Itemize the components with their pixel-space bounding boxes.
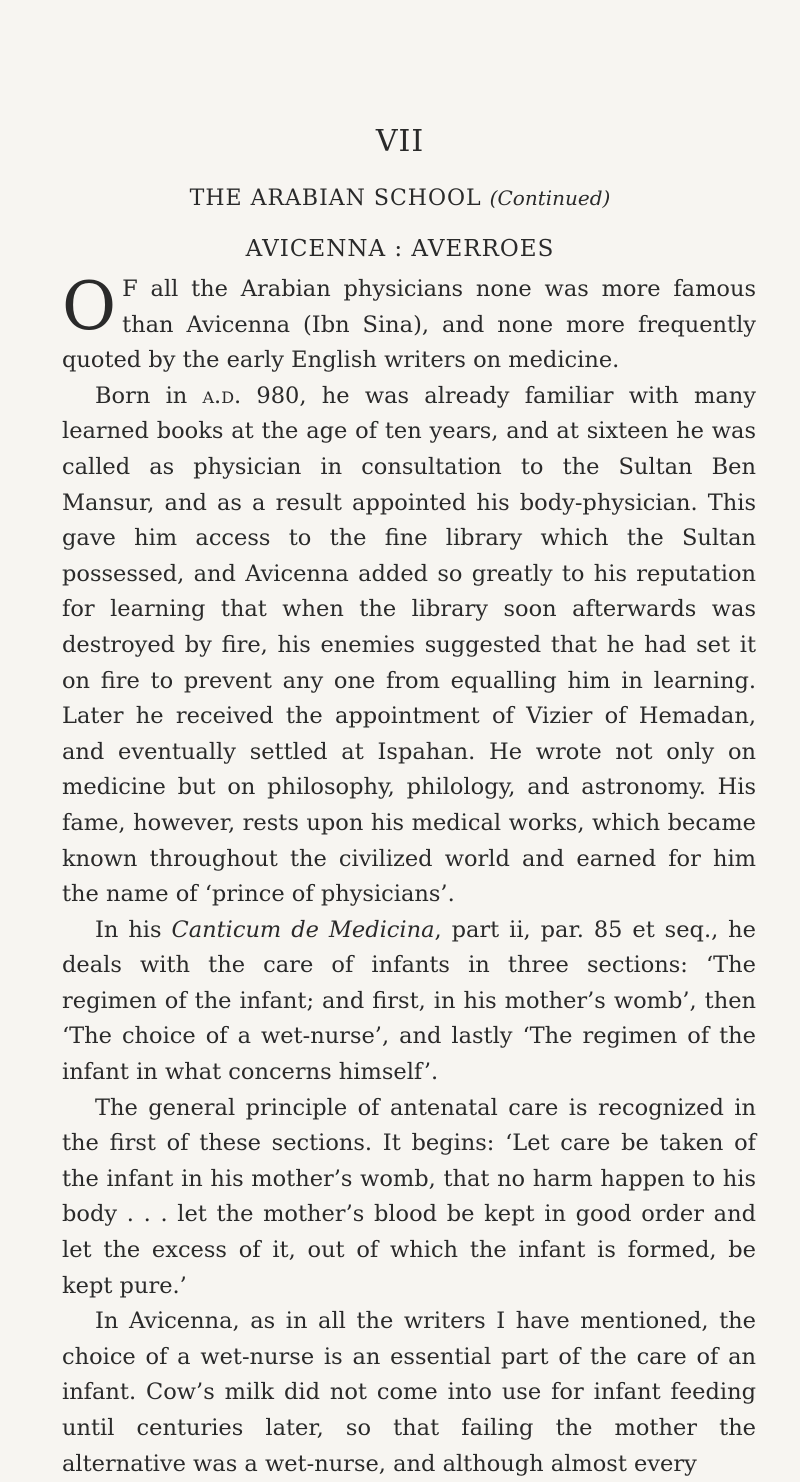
paragraph-4: The general principle of antenatal care is recognized in the first of these sections. It begins: ‘Let care be taken of the infant in his mother’s womb, that no harm happen to his body . . . let the mother’s blood be kept in good order and let the excess of it, out of which the infant is formed, be kept pure.’ [62,1094,756,1299]
chapter-number: VII [375,124,425,159]
paragraph-1-text: F all the Arabian physicians none was more famous than Avicenna (Ibn Sina), and none more frequently quoted by the early English writers on medicine. [62,276,756,374]
paragraph-3 [62,913,756,1091]
chapter-title-continued: (Continued) [489,186,611,210]
era-abbreviation: a.d. [202,382,242,409]
paragraph-2-text: 980, he was already familiar with many learned books at the age of ten years, and at sixteen he was called as physician in consultation to the Sultan Ben Mansur, and as a result appointed his body-physician. This gave him access to the fine library which the Sultan possessed, and Avicenna added so greatly to his reputation for learning that when the library soon afterwards was destroyed by fire, his enemies suggested that he had set it on fire to prevent any one from equalling him in learning. Later he received the appointment of Vizier of Hemadan, and eventually settled at Ispahan. He wrote not only on medicine but on philosophy, philology, and astronomy. His fame, however, rests upon his medical works, which became known throughout the civilized world and earned for him the name of ‘prince of physicians’. [62,382,756,908]
paragraph-2-lead: Born in [95,382,203,409]
work-title: Canticum de Medicina [171,916,435,943]
paragraph-1 [62,268,756,379]
chapter-title [0,186,800,211]
body-text [62,268,756,1482]
paragraph-5: In Avicenna, as in all the writers I have mentioned, the choice of a wet-nurse is an essential part of the care of an infant. Cow’s milk did not come into use for infant feeding until centuries later, so that failing the mother the alternative was a wet-nurse, and although almost every [62,1308,756,1477]
paragraph-2 [62,379,756,913]
paragraph-3-lead: In his [95,916,172,943]
drop-cap: O [62,268,117,345]
chapter-subtitle: AVICENNA : AVERROES [245,236,555,262]
chapter-title-main: THE ARABIAN SCHOOL [189,186,490,211]
paragraph-3-text: , part ii, par. 85 et seq., he deals with the care of infants in three sections: ‘The regimen of the infant; and first, in his mother’s womb’, then ‘The choice of a wet-nurse’, and lastly ‘The regimen of the infant in what concerns himself’. [62,916,756,1086]
